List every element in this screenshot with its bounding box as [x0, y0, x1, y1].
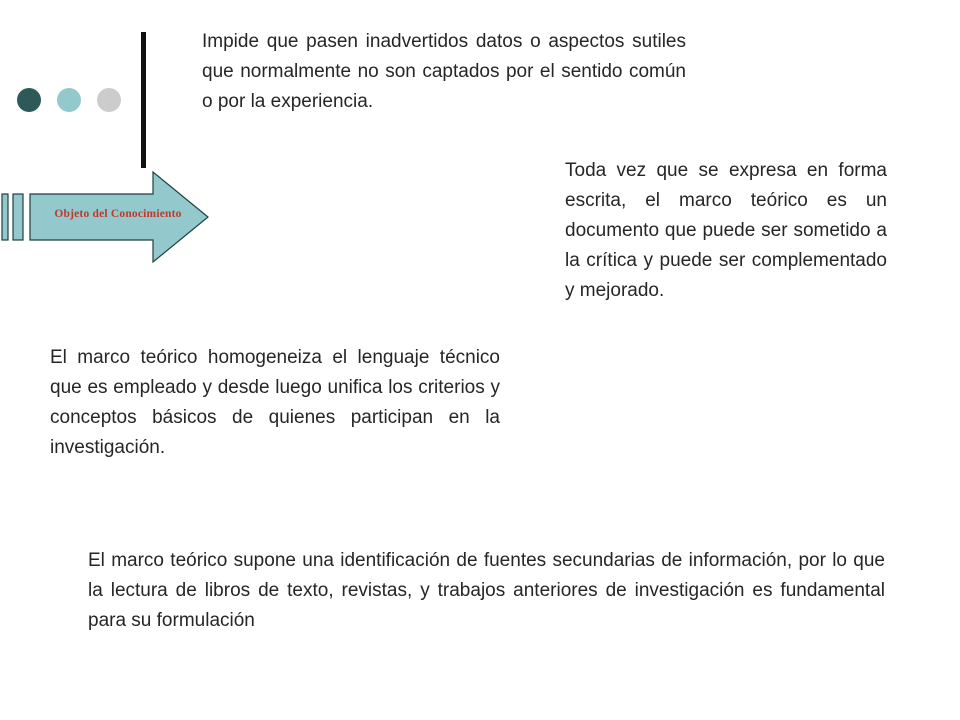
vertical-divider — [141, 32, 146, 168]
arrow-stripe-2 — [13, 194, 23, 240]
gray-dot — [97, 88, 121, 112]
paragraph-toda-vez: Toda vez que se expresa en forma escrita, el marco teórico es un documento que puede ser sometido a la crítica y puede ser complementado y mejorado. — [565, 160, 887, 301]
paragraph-fuentes-secundarias: El marco teórico supone una identificación de fuentes secundarias de información, por lo que la lectura de libros de texto, revistas, y trabajos anteriores de investigación es fundamental para su formulación — [88, 550, 885, 631]
light-teal-dot — [57, 88, 81, 112]
arrow-label: Objeto del Conocimiento — [54, 208, 182, 220]
arrow-stripe-1 — [2, 194, 8, 240]
paragraph-homogeneiza: El marco teórico homogeneiza el lenguaje técnico que es empleado y desde luego unifica los criterios y conceptos básicos de quienes participan en la investigación. — [50, 347, 500, 458]
objeto-arrow — [0, 170, 210, 264]
paragraph-impide: Impide que pasen inadvertidos datos o aspectos sutiles que normalmente no son captados por el sentido común o por la experiencia. — [202, 31, 686, 112]
dark-teal-dot — [17, 88, 41, 112]
